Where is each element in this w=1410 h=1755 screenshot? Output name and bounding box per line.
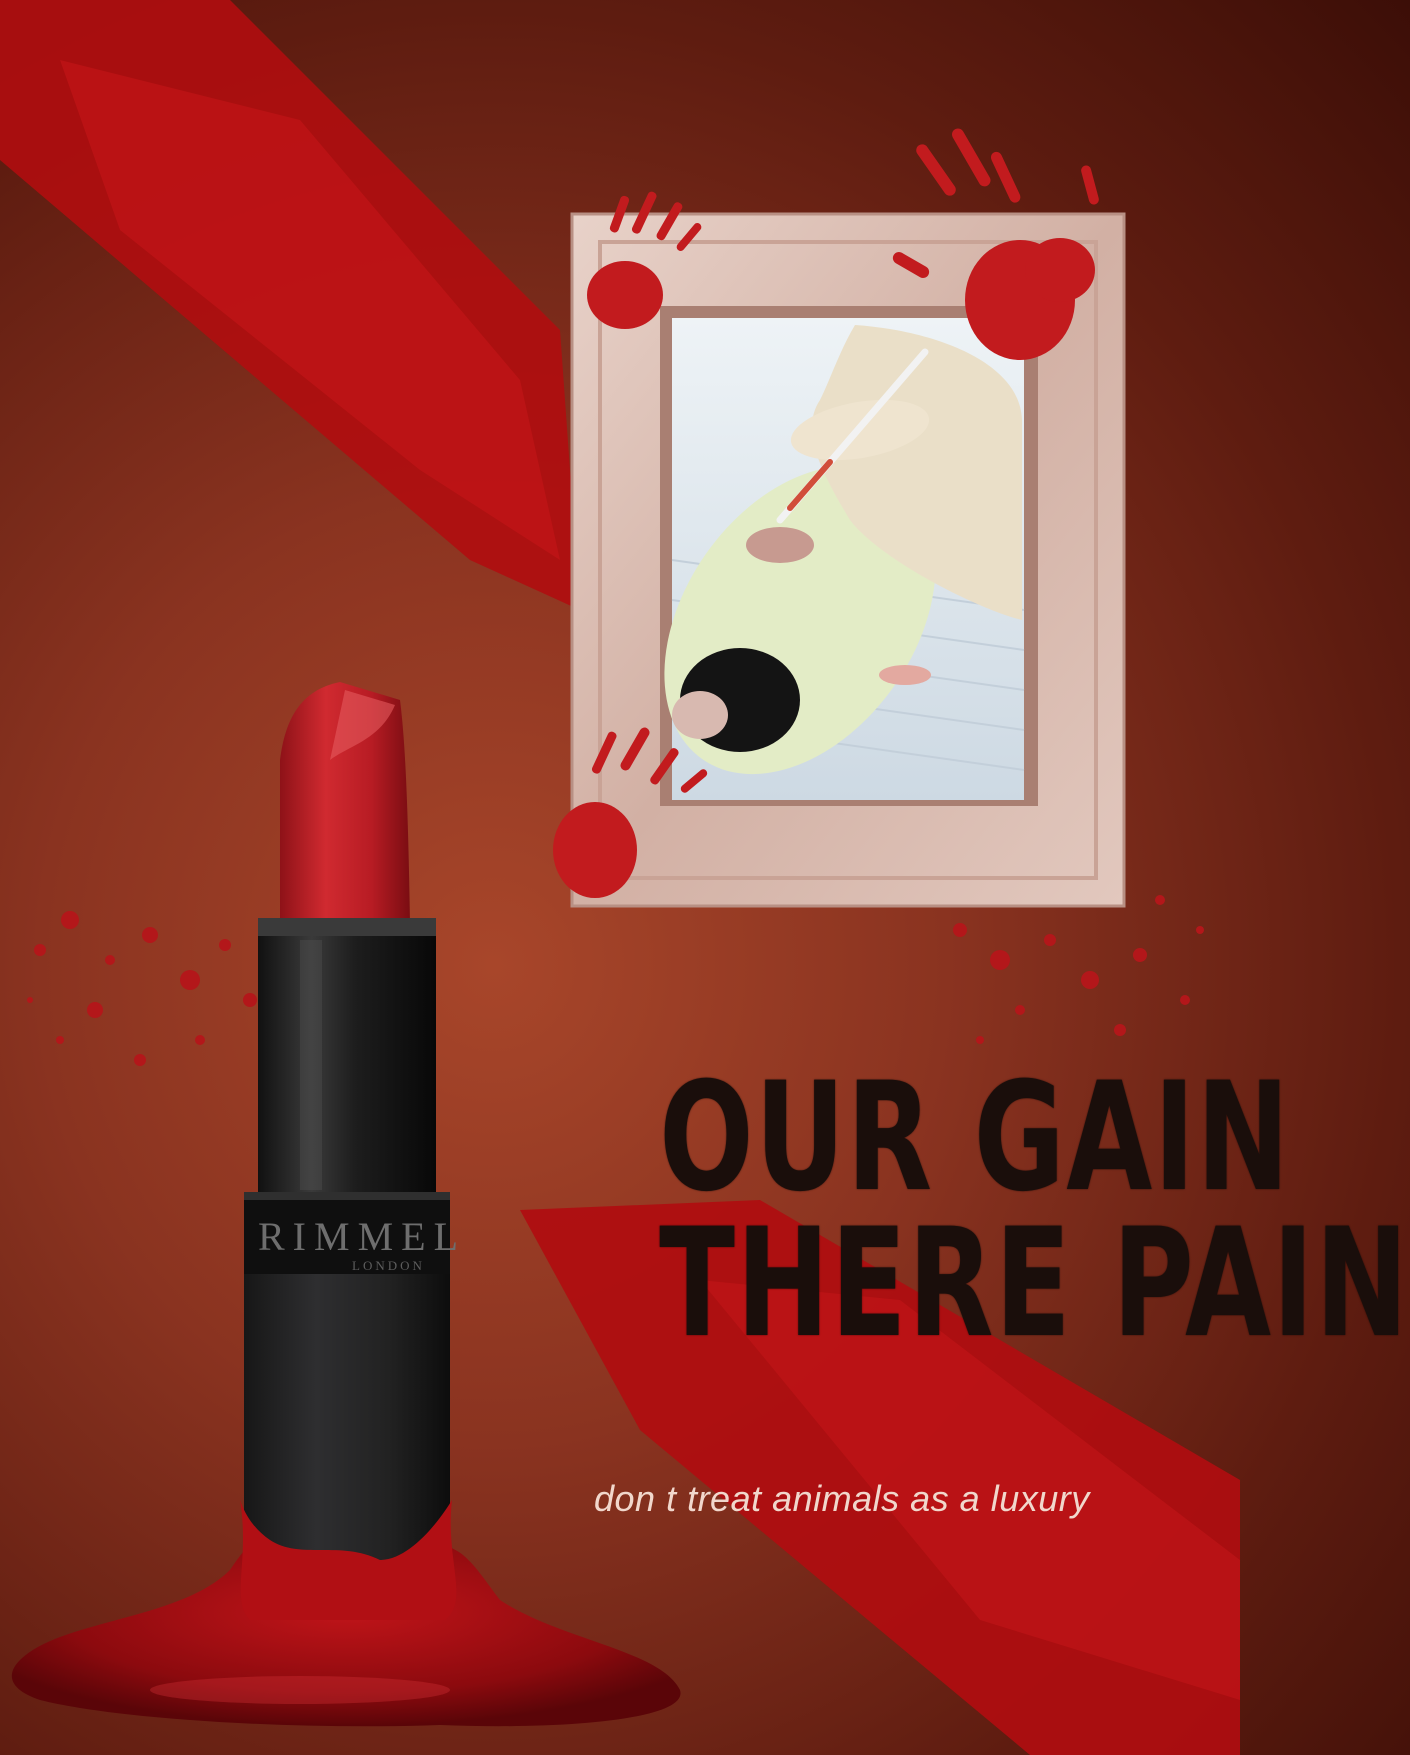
headline-line-2: THERE PAIN (659, 1197, 1410, 1371)
headline (659, 1051, 1410, 1371)
blood-splatter (27, 895, 1204, 1066)
tagline: don t treat animals as a luxury (594, 1478, 1090, 1519)
headline-line-1: OUR GAIN (659, 1051, 1291, 1225)
brand-name: RIMMEL (258, 1214, 466, 1259)
brand-subtitle: LONDON (352, 1258, 425, 1273)
lipstick (240, 682, 456, 1620)
